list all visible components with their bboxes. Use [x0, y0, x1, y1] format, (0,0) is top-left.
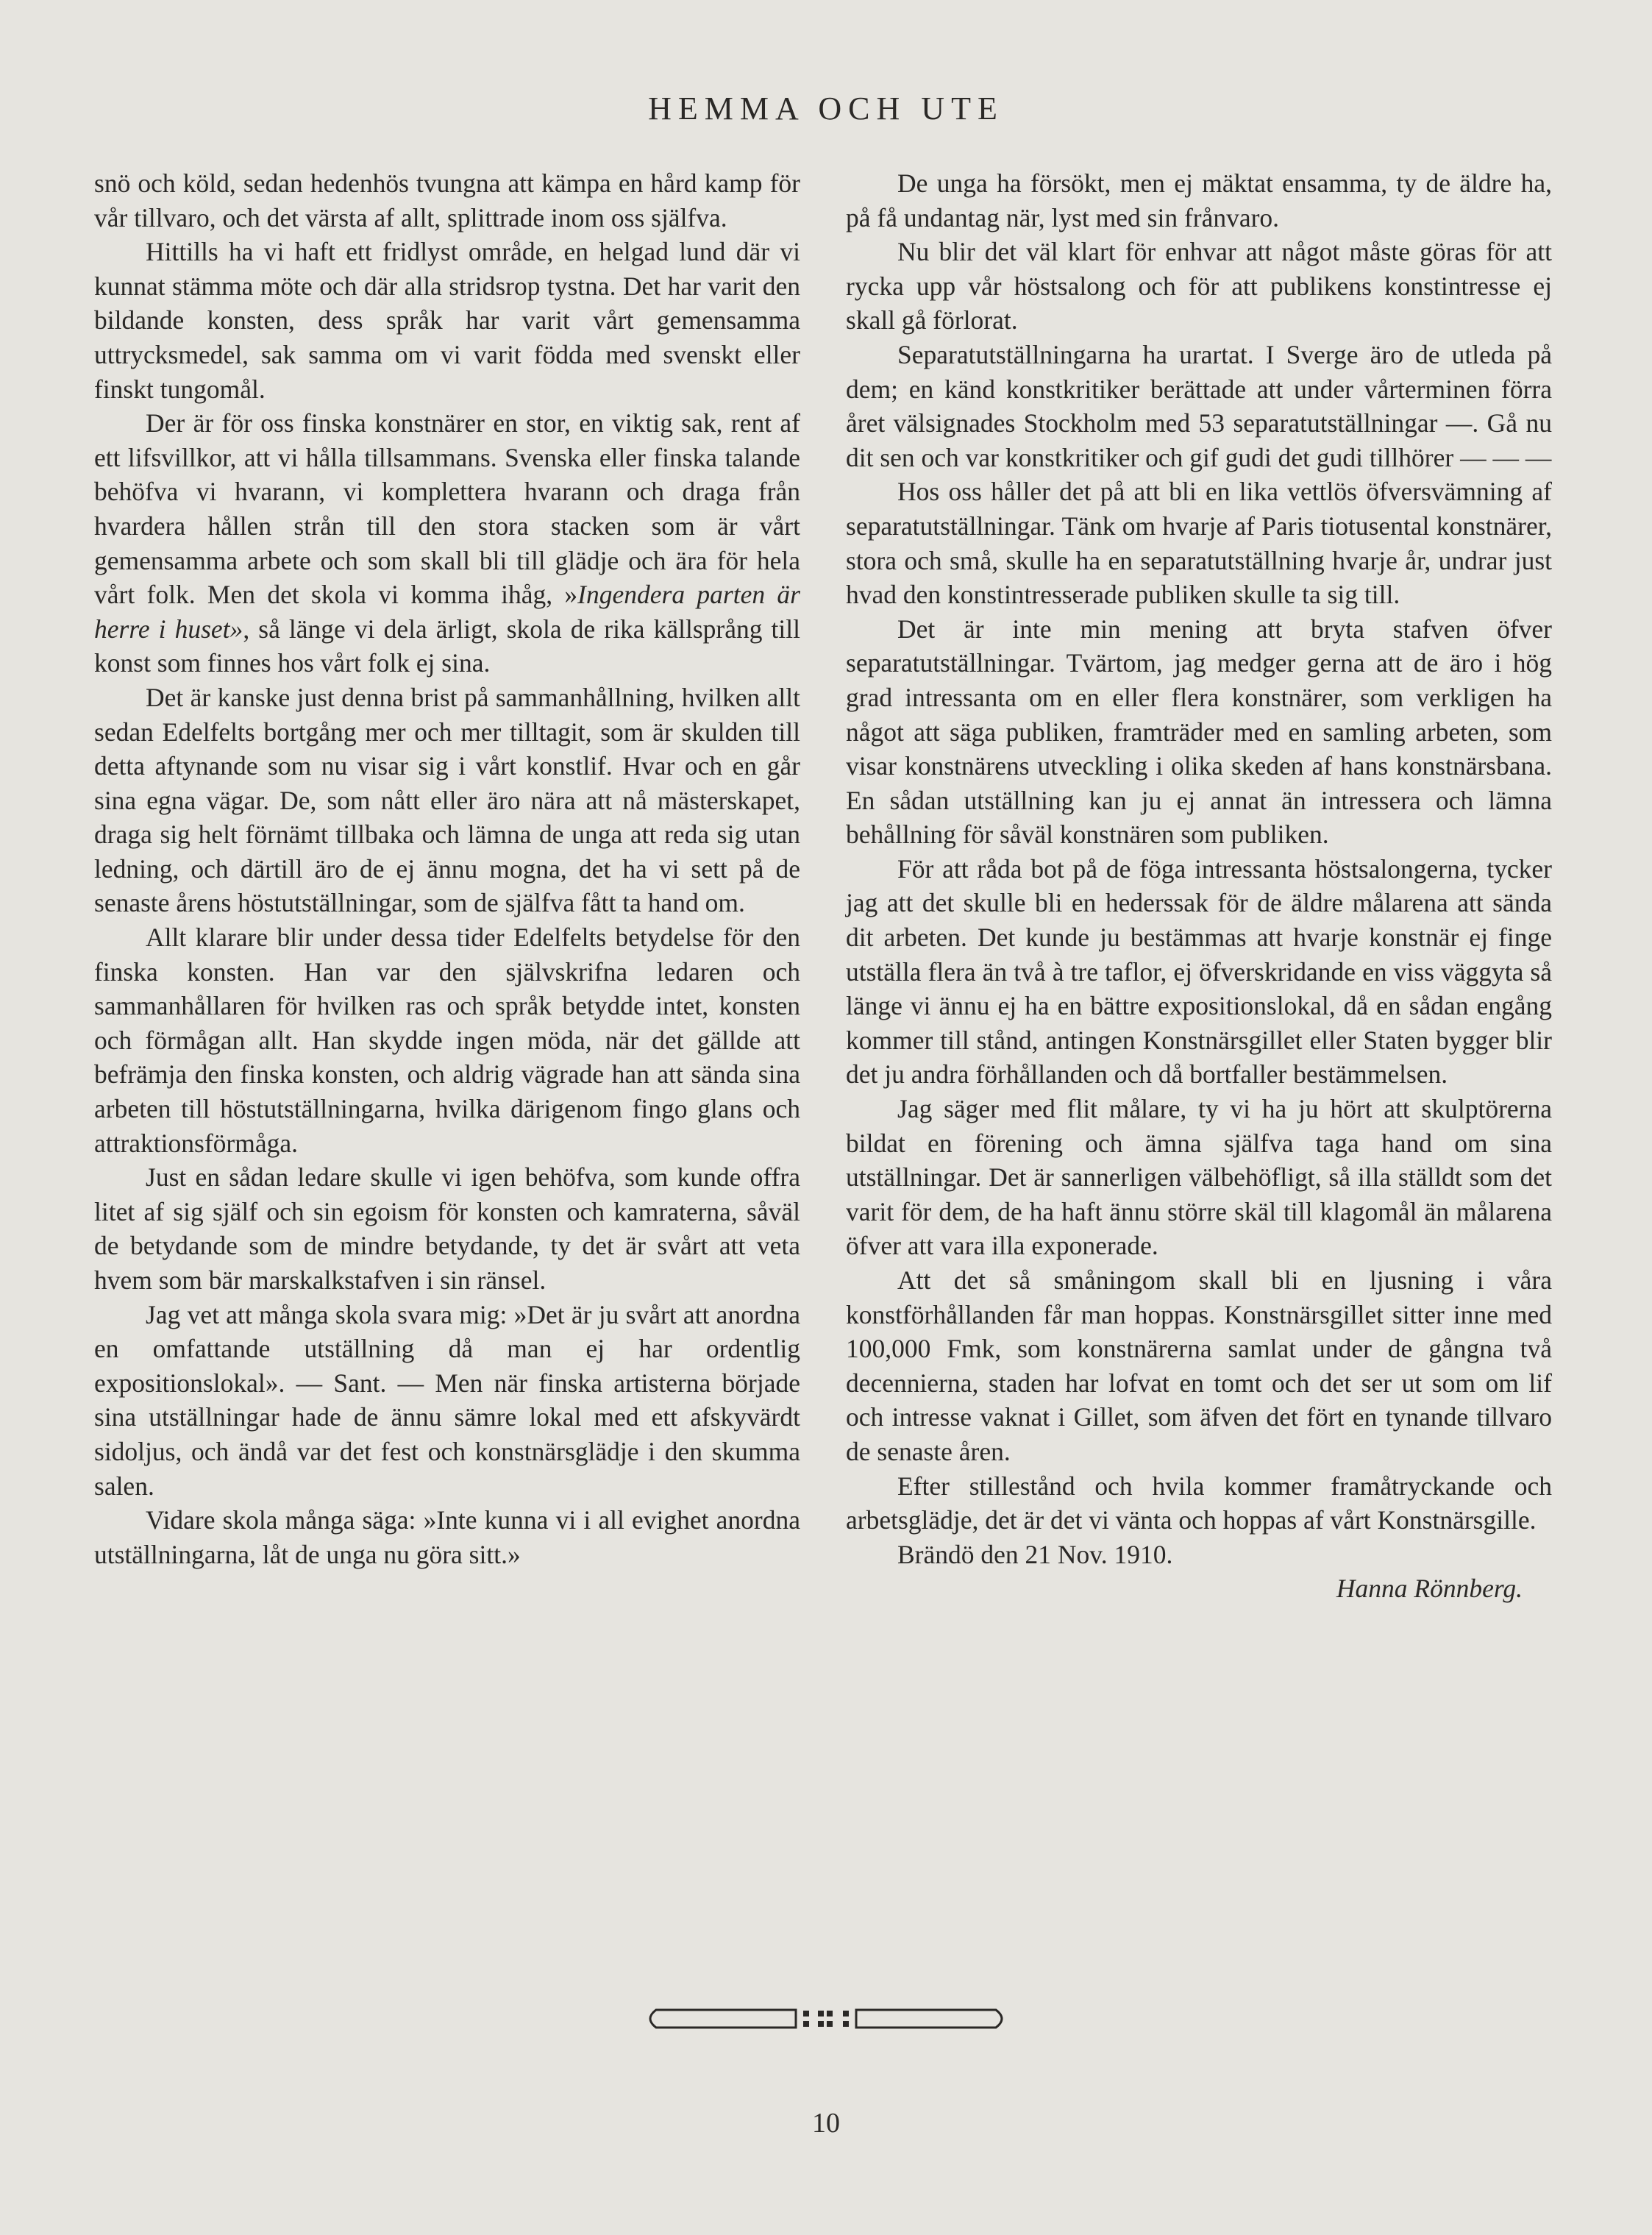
page-number: 10 [812, 2108, 840, 2139]
paragraph: Allt klarare blir under dessa tider Edelfelts betydelse för den finska konsten. Han var den självskrifna ledaren och sammanhållaren för hvilken ras och språk betydde intet, konsten och förmågan allt. Han skydde ingen möda, när det gällde att befrämja den finska konsten, och aldrig vägrade han att sända sina arbeten till höstutställningarna, hvilka därigenom fingo glans och attraktionsförmåga. [94, 923, 800, 1158]
page-header: HEMMA OCH UTE [648, 90, 1004, 127]
paragraph: Att det så småningom skall bli en ljusning i våra konstförhållanden får man hoppas. Konstnärsgillet sitter inne med 100,000 Fmk, som konstnärerna samlat under de gångna två decennierna, staden har lofvat en tomt och det ser ut som om lif och intresse vaknat i Gillet, som äfven det fört en tynande tillvaro de senaste åren. [846, 1265, 1552, 1466]
right-column [846, 166, 1552, 1606]
paragraph: Hos oss håller det på att bli en lika vettlös öfversvämning af separatutställningar. Tänk om hvarje af Paris tiotusental konstnärer, stora och små, skulle ha en separatutställning hvarje år, undrar just hvad den konstintresserade publiken skulle ta sig till. [846, 477, 1552, 610]
italic-quote: Ingendera parten är herre i huset» [94, 580, 800, 644]
paragraph [94, 406, 800, 681]
paragraph-text: , så länge vi dela ärligt, skola de rika källsprång till konst som finnes hos vårt folk ej sina. [94, 614, 801, 678]
paragraph: snö och köld, sedan hedenhös tvungna att kämpa en hård kamp för vår tillvaro, och det värsta af allt, splittrade inom oss själfva. [94, 168, 800, 232]
paragraph: Jag vet att många skola svara mig: »Det är ju svårt att anordna en omfattande utställning då man ej har ordentlig expositionslokal». — Sant. — Men när finska artisterna började sina utställningar hade de ännu sämre lokal med ett afskyvärdt sidoljus, och ändå var det fest och konstnärsglädje i den skumma salen. [94, 1299, 800, 1501]
paragraph: Det är kanske just denna brist på sammanhållning, hvilken allt sedan Edelfelts bortgång mer och mer tilltagit, som är skulden till detta aftynande som nu visar sig i vårt konstlif. Hvar och en går sina egna vägar. De, som nått eller äro nära att nå mästerskapet, draga sig helt förnämt tillbaka och lämna de unga att reda sig utan ledning, och därtill äro de ej ännu mogna, det ha vi sett på de senaste årens höstutställningar, som de själfva fått ta hand om. [94, 682, 800, 918]
paragraph: Just en sådan ledare skulle vi igen behöfva, som kunde offra litet af sig själf och sin egoism för konsten och kamraterna, såväl de betydande som de mindre betydande, ty det är svårt att veta hvem som bär marskalkstafven i sin ränsel. [94, 1162, 800, 1295]
paragraph: För att råda bot på de föga intressanta höstsalongerna, tycker jag att det skulle bli en hederssak för de äldre målarena att sända dit arbeten. Det kunde ju bestämmas att hvarje konstnär ej finge utställa flera än två à tre taflor, ej öfverskridande en viss väggyta så länge vi ännu ej ha en bättre expositionslokal, då en sådan engång kommer till stånd, antingen Konstnärsgillet eller Staten bygger blir det ju andra förhållanden och då bortfaller bestämmelsen. [846, 853, 1552, 1090]
paragraph: Vidare skola många säga: »Inte kunna vi i all evighet anordna utställningarna, låt de unga nu göra sitt.» [94, 1505, 800, 1569]
signature: Hanna Rönnberg. [1336, 1574, 1523, 1604]
paragraph-text: Der är för oss finska konstnärer en stor, en viktig sak, rent af ett lifsvillkor, att vi hålla tillsammans. Svenska eller finska talande behöfva vi hvarann, vi komplettera hvarann och draga från hvardera hållen strån till den stora stacken som är vårt gemensamma arbete och som skall bli till glädje och ära för hela vårt folk. Men det skola vi komma ihåg, » [94, 408, 800, 610]
paragraph: Nu blir det väl klart för enhvar att något måste göras för att rycka upp vår höstsalong och för att publikens konstintresse ej skall gå förlorat. [846, 237, 1552, 335]
paragraph: Jag säger med flit målare, ty vi ha ju hört att skulptörerna bildat en förening och ämna själfva taga hand om sina utställningar. Det är sannerligen välbehöfligt, så illa ställdt som det varit för dem, de ha haft ännu större skäl till klagomål än målarena öfver att vara illa exponerade. [846, 1094, 1552, 1261]
left-column [94, 166, 800, 1571]
paragraph: Hittills ha vi haft ett fridlyst område, en helgad lund där vi kunnat stämma möte och där alla stridsrop tystna. Det har varit den bildande konsten, dess språk har varit vårt gemensamma uttrycksmedel, sak samma om vi varit födda med svenskt eller finskt tungomål. [94, 237, 800, 404]
paragraph: Det är inte min mening att bryta stafven öfver separatutställningar. Tvärtom, jag medger gerna att de äro i hög grad intressanta om en eller flera konstnärer, som verkligen ha något att säga publiken, framträder med en samling arbeten, som visar konstnärens utveckling i olika skeden af hans konstnärsbana. En sådan utställning kan ju ej annat än intressera och lämna behållning för såväl konstnären som publiken. [846, 614, 1552, 850]
paragraph: Efter stillestånd och hvila kommer framåtryckande och arbetsglädje, det är det vi vänta och hoppas af vårt Konstnärsgille. [846, 1471, 1552, 1535]
paragraph: Separatutställningarna ha urartat. I Sverge äro de utleda på dem; en känd konstkritiker berättade att under vårterminen förra året välsignades Stockholm med 53 separatutställningar —. Gå nu dit sen och var konstkritiker och gif gudi det gudi tillhörer — — — [846, 339, 1552, 472]
ornament-divider-icon [641, 2004, 1011, 2033]
paragraph: De unga ha försökt, men ej mäktat ensamma, ty de äldre ha, på få undantag när, lyst med sin frånvaro. [846, 168, 1552, 232]
date-line: Brändö den 21 Nov. 1910. [897, 1539, 1173, 1569]
